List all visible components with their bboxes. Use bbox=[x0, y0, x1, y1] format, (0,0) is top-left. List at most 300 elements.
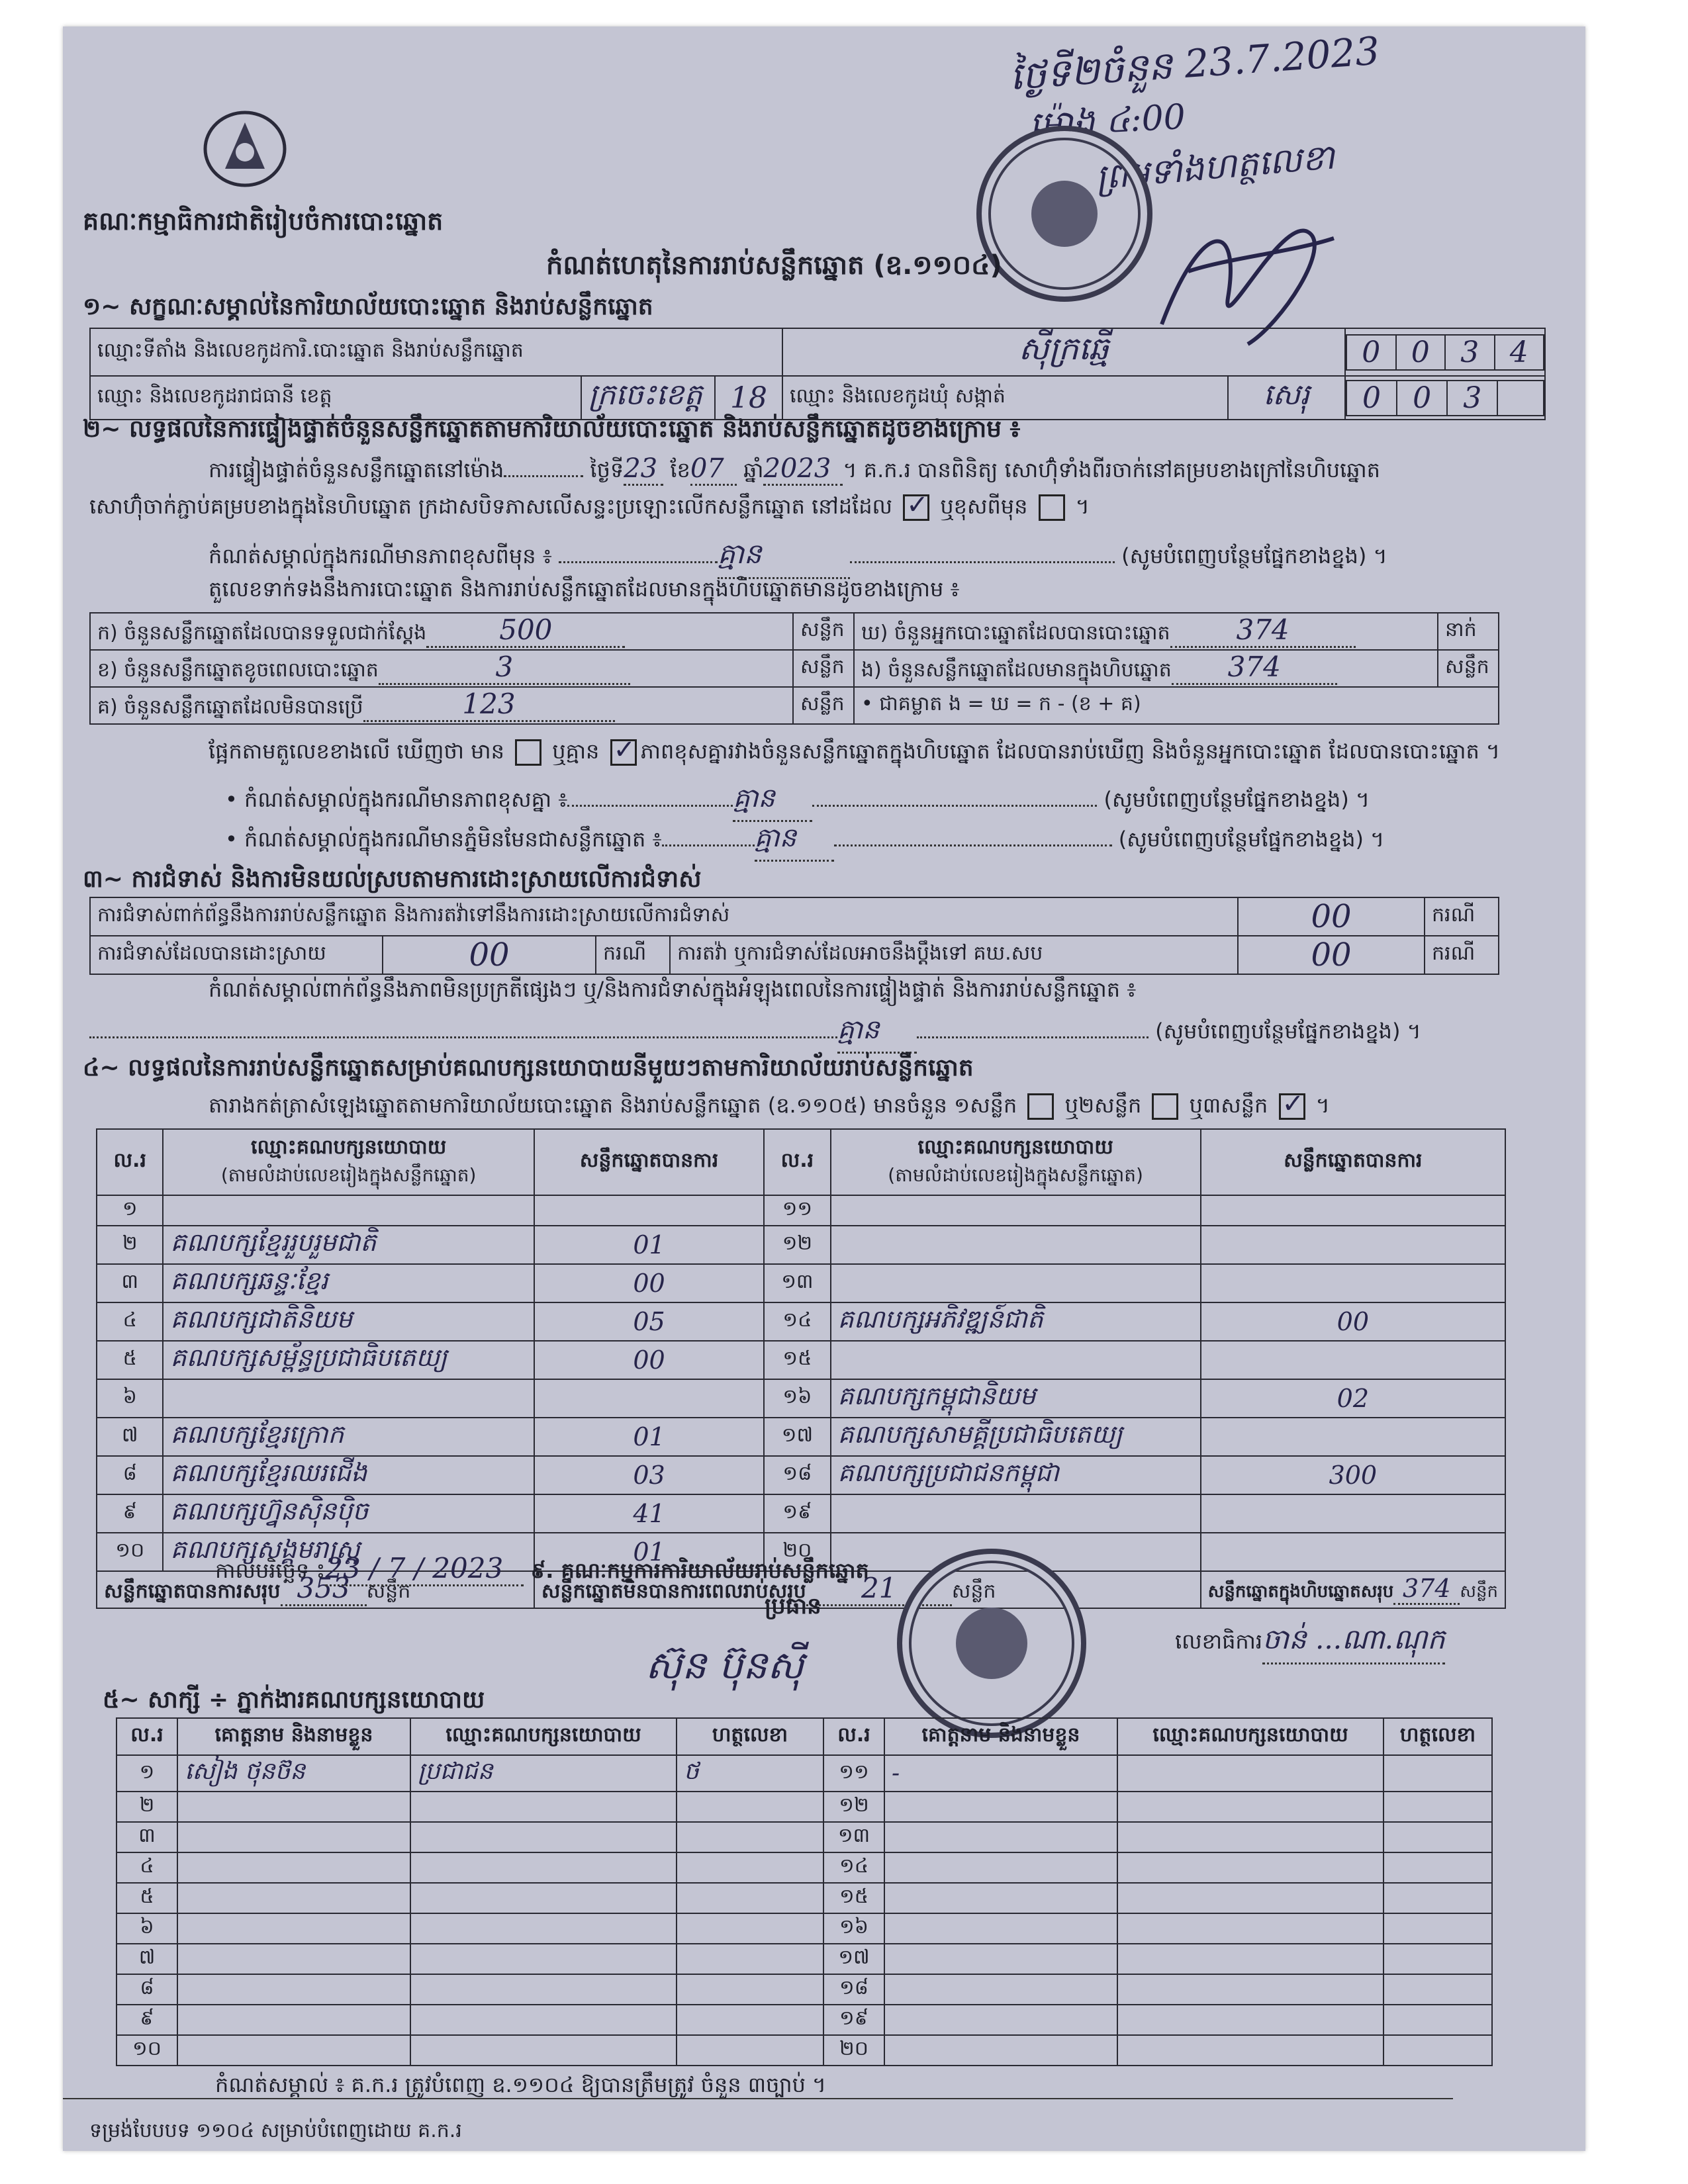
row-number: ១៧ bbox=[764, 1418, 830, 1456]
witness-no: ៥ bbox=[117, 1883, 177, 1913]
official-seal-bottom bbox=[897, 1549, 1086, 1738]
witness-party bbox=[1117, 1883, 1383, 1913]
witness-name bbox=[177, 1974, 410, 2005]
tally-sheets-line: តារាងកត់ត្រាសំឡេងឆ្នោតតាមការិយាល័យបោះឆ្នោត និងរាប់សន្លឹកឆ្នោត (ឧ.១១០៥) មានចំនួន ១សន្លឹក ឬ២សន្លឹក ឬ៣សន្លឹក ✓ ។ bbox=[209, 1092, 1330, 1123]
witness-no: ៨ bbox=[117, 1974, 177, 2005]
province-value: ក្រចេះខេត្ត bbox=[581, 376, 715, 420]
witness-sign bbox=[1383, 1913, 1492, 1944]
day-label: ថ្ងៃទី bbox=[590, 457, 624, 482]
witness-party bbox=[1117, 2005, 1383, 2035]
agency-name: គណៈកម្មាធិការជាតិរៀបចំការបោះឆ្នោត bbox=[83, 206, 444, 236]
section2-title: ២~ លទ្ធផលនៃការផ្ទៀងផ្ទាត់ចំនួនសន្លឹកឆ្នោតតាមការិយាល័យបោះឆ្នោត និងរាប់សន្លឹកឆ្នោតដូចខាងក្រោម ៖ bbox=[83, 416, 1021, 443]
spoiled-ballots-value: 3 bbox=[379, 651, 630, 685]
station-code-digit: 0 bbox=[1346, 335, 1396, 370]
valid-votes: 01 bbox=[534, 1418, 764, 1456]
unit-label: សន្លឹក bbox=[951, 1580, 996, 1603]
row-number: ៨ bbox=[97, 1456, 163, 1494]
witness-party bbox=[410, 1822, 677, 1852]
province-label: ឈ្មោះ និងលេខកូដរាជធានី ខេត្ត bbox=[90, 376, 581, 420]
witness-party bbox=[410, 1883, 677, 1913]
valid-votes: 00 bbox=[534, 1264, 764, 1302]
party-name: គណបក្សហ្វ៊ុនស៊ិនប៉ិច bbox=[163, 1494, 534, 1533]
witness-no: ១ bbox=[117, 1755, 177, 1792]
witness-name bbox=[884, 2035, 1117, 2066]
party-name bbox=[163, 1195, 534, 1226]
fill-back-hint: (សូមបំពេញបន្ថែមផ្នែកខាងខ្នង) ។ bbox=[1155, 1019, 1421, 1044]
station-code-digit: 4 bbox=[1495, 335, 1544, 370]
party-name: គណបក្សសាមគ្គីប្រជាធិបតេយ្យ bbox=[831, 1418, 1201, 1456]
party-name: គណបក្សសង្គមរាស្ត្រ bbox=[163, 1533, 534, 1571]
valid-votes: 300 bbox=[1201, 1456, 1505, 1494]
witness-party bbox=[410, 1913, 677, 1944]
unit-label: សន្លឹក bbox=[793, 687, 854, 724]
difference-compare-line bbox=[209, 738, 1500, 769]
col-party-header: ឈ្មោះគណបក្សនយោបាយ bbox=[251, 1135, 447, 1159]
valid-votes bbox=[1201, 1195, 1505, 1226]
fill-back-hint: (សូមបំពេញបន្ថែមផ្នែកខាងខ្នង) ។ bbox=[1103, 787, 1370, 812]
two-sheets-checkbox[interactable] bbox=[1152, 1093, 1178, 1120]
witness-party bbox=[410, 1974, 677, 2005]
valid-votes: 01 bbox=[534, 1226, 764, 1264]
resolved-complaints-value: 00 bbox=[383, 936, 596, 974]
three-sheets-checkbox[interactable] bbox=[1279, 1093, 1305, 1120]
valid-votes bbox=[1201, 1418, 1505, 1456]
table-row bbox=[97, 1195, 1505, 1226]
case-unit-label: ករណី bbox=[1425, 936, 1499, 974]
complaints-table bbox=[89, 897, 1499, 975]
chair-label: ប្រធាន bbox=[765, 1593, 821, 1619]
commune-label: ឈ្មោះ និងលេខកូដឃុំ សង្កាត់ bbox=[782, 376, 1228, 420]
party-name bbox=[831, 1494, 1201, 1533]
handwritten-time-note: ម៉ោង ៤:00 bbox=[1028, 97, 1187, 146]
witness-no: ១៣ bbox=[823, 1822, 884, 1852]
witness-sign bbox=[677, 2005, 823, 2035]
witness-no: ១៨ bbox=[823, 1974, 884, 2005]
commune-code-digit: 0 bbox=[1397, 381, 1447, 416]
no-difference-label: ឬគ្មាន bbox=[552, 739, 600, 764]
col-party-subheader: (តាមលំដាប់លេខរៀងក្នុងសន្លឹកឆ្នោត) bbox=[220, 1163, 477, 1186]
table-row bbox=[117, 1755, 1492, 1792]
witness-no: ៧ bbox=[117, 1944, 177, 1974]
witness-name bbox=[177, 1883, 410, 1913]
col-no-header: ល.រ bbox=[97, 1129, 163, 1195]
party-name bbox=[831, 1341, 1201, 1379]
valid-votes bbox=[1201, 1494, 1505, 1533]
unchanged-checkbox[interactable] bbox=[903, 494, 929, 521]
party-name bbox=[831, 1195, 1201, 1226]
section4-title: ៤~ លទ្ធផលនៃការរាប់សន្លឹកឆ្នោតសម្រាប់គណបក្សនយោបាយនីមួយៗតាមការិយាល័យរាប់សន្លឹកឆ្នោត bbox=[83, 1054, 974, 1081]
fill-back-hint: (សូមបំពេញបន្ថែមផ្នែកខាងខ្នង) ។ bbox=[1118, 827, 1385, 852]
col-party-header: ឈ្មោះគណបក្សនយោបាយ bbox=[917, 1135, 1113, 1159]
witness-party bbox=[1117, 1913, 1383, 1944]
witness-sign bbox=[1383, 1852, 1492, 1883]
section5-title: ៥~ សាក្សី ÷ ភ្នាក់ងារគណបក្សនយោបាយ bbox=[103, 1686, 485, 1713]
table-row bbox=[117, 1822, 1492, 1852]
row-number: ៦ bbox=[97, 1379, 163, 1418]
tally-sheets-text: តារាងកត់ត្រាសំឡេងឆ្នោតតាមការិយាល័យបោះឆ្នោត និងរាប់សន្លឹកឆ្នោត (ឧ.១១០៥) មានចំនួន ១សន្លឹក bbox=[209, 1093, 1017, 1118]
unit-label: សន្លឹក bbox=[1460, 1582, 1498, 1602]
valid-votes bbox=[534, 1379, 764, 1418]
appeal-complaints-value: 00 bbox=[1238, 936, 1425, 974]
witness-name bbox=[884, 1792, 1117, 1822]
table-row bbox=[97, 1418, 1505, 1456]
date-value: 23 / 7 / 2023 bbox=[325, 1552, 524, 1586]
changed-label: ឬខុសពីមុន bbox=[940, 494, 1028, 519]
valid-votes bbox=[1201, 1264, 1505, 1302]
year-label: ឆ្នាំ bbox=[743, 457, 764, 482]
table-row bbox=[117, 1974, 1492, 2005]
form-title: កំណត់ហេតុនៃការរាប់សន្លឹកឆ្នោត (ឧ.១១០៤) bbox=[546, 250, 1002, 281]
witness-name bbox=[177, 1913, 410, 1944]
row-number: ១៩ bbox=[764, 1494, 830, 1533]
party-name: គណបក្សឆន្ទៈខ្មែរ bbox=[163, 1264, 534, 1302]
witness-party bbox=[410, 1944, 677, 1974]
witness-party: ប្រជាជន bbox=[410, 1755, 677, 1792]
witness-name bbox=[177, 1822, 410, 1852]
witness-name bbox=[884, 1913, 1117, 1944]
one-sheet-checkbox[interactable] bbox=[1027, 1093, 1054, 1120]
witness-sign bbox=[1383, 1883, 1492, 1913]
witness-sign bbox=[677, 1852, 823, 1883]
witness-table bbox=[116, 1717, 1493, 2066]
valid-votes: 02 bbox=[1201, 1379, 1505, 1418]
col-sign-header: ហត្ថលេខា bbox=[1383, 1718, 1492, 1755]
witness-sign bbox=[1383, 2005, 1492, 2035]
station-name-label: ឈ្មោះទីតាំង និងលេខកូដការិ.បោះឆ្នោត និងរាប់សន្លឹកឆ្នោត bbox=[90, 328, 782, 376]
table-row bbox=[97, 1302, 1505, 1341]
witness-sign bbox=[1383, 1822, 1492, 1852]
secretary-label: លេខាធិការ bbox=[1175, 1629, 1263, 1654]
compare-text-start: ផ្អែកតាមតួលេខខាងលើ ឃើញថា មាន bbox=[209, 739, 504, 764]
table-row bbox=[117, 1913, 1492, 1944]
complaints-label: ការជំទាស់ពាក់ព័ន្ធនឹងការរាប់សន្លឹកឆ្នោត និងការតវ៉ាទៅនឹងការដោះស្រាយលើការជំទាស់ bbox=[90, 897, 1238, 936]
total-invalid-value: 21 bbox=[806, 1572, 952, 1606]
witness-party bbox=[410, 2005, 677, 2035]
compare-text-end: ភាពខុសគ្នារវាងចំនួនសន្លឹកឆ្នោតក្នុងហិបឆ្នោត ដែលបានរាប់ឃើញ និងចំនួនអ្នកបោះឆ្នោត ដែលបានបោះឆ្នោត ។ bbox=[640, 739, 1501, 764]
station-code-digit: 0 bbox=[1396, 335, 1446, 370]
year-value: 2023 bbox=[763, 453, 843, 486]
witness-name bbox=[884, 1944, 1117, 1974]
party-name: គណបក្សខ្មែររួបរួមជាតិ bbox=[163, 1226, 534, 1264]
foreign-object-note-label: • កំណត់សម្គាល់ក្នុងករណីមានភ្នំមិនមែនជាសន្លឹកឆ្នោត ៖ bbox=[225, 827, 662, 852]
witness-party bbox=[1117, 1974, 1383, 2005]
col-sign-header: ហត្ថលេខា bbox=[677, 1718, 823, 1755]
valid-votes: 01 bbox=[534, 1533, 764, 1571]
irregularities-note-line bbox=[89, 1013, 1421, 1054]
no-difference-checkbox[interactable] bbox=[610, 739, 637, 766]
party-name: គណបក្សខ្មែរឈរជើង bbox=[163, 1456, 534, 1494]
table-row bbox=[97, 1494, 1505, 1533]
voters-count-value: 374 bbox=[1170, 614, 1356, 648]
witness-name bbox=[177, 2035, 410, 2066]
row-number: ២០ bbox=[764, 1533, 830, 1571]
row-number: ៣ bbox=[97, 1264, 163, 1302]
witness-name bbox=[884, 1852, 1117, 1883]
case-unit-label: ករណី bbox=[596, 936, 670, 974]
official-seal-top bbox=[976, 126, 1152, 302]
committee-label: ៩. គណៈកម្មការការិយាល័យរាប់សន្លឹកឆ្នោត bbox=[530, 1558, 869, 1583]
difference-note-label: កំណត់សម្គាល់ក្នុងករណីមានភាពខុសពីមុន ៖ bbox=[209, 543, 552, 569]
table-row bbox=[97, 1456, 1505, 1494]
witness-party bbox=[1117, 1792, 1383, 1822]
witness-party bbox=[410, 1792, 677, 1822]
witness-no: ៤ bbox=[117, 1852, 177, 1883]
commune-code-digit: 0 bbox=[1346, 381, 1397, 416]
mismatch-note-line bbox=[225, 781, 1370, 822]
handwritten-date-note: ថ្ងៃទី២ចំនួន 23.7.2023 bbox=[1008, 28, 1382, 99]
verification-text-end: ។ គ.ក.រ បានពិនិត្យ សោហ៊ុំទាំងពីរចាក់នៅគម្របខាងក្រៅនៃហិបឆ្នោត bbox=[843, 457, 1380, 482]
valid-votes: 03 bbox=[534, 1456, 764, 1494]
witness-no: ១៤ bbox=[823, 1852, 884, 1883]
witness-sign bbox=[677, 1974, 823, 2005]
verification-paragraph-line1 bbox=[209, 453, 1380, 488]
valid-votes bbox=[534, 1195, 764, 1226]
party-name: គណបក្សជាតិនិយម bbox=[163, 1302, 534, 1341]
difference-note-value: គ្មាន bbox=[718, 536, 850, 579]
witness-party bbox=[1117, 1755, 1383, 1792]
row-number: ១៤ bbox=[764, 1302, 830, 1341]
witness-sign bbox=[1383, 1974, 1492, 2005]
table-row bbox=[117, 1944, 1492, 1974]
witness-name bbox=[177, 1792, 410, 1822]
party-name bbox=[831, 1226, 1201, 1264]
resolved-complaints-label: ការជំទាស់ដែលបានដោះស្រាយ bbox=[90, 936, 383, 974]
valid-votes: 05 bbox=[534, 1302, 764, 1341]
date-label: កាលបរិច្ឆេទ ៖ bbox=[215, 1558, 326, 1583]
witness-name bbox=[884, 1822, 1117, 1852]
witness-party bbox=[1117, 1852, 1383, 1883]
two-sheets-label: ឬ២សន្លឹក bbox=[1064, 1093, 1142, 1118]
unit-person-label: នាក់ bbox=[1438, 613, 1499, 650]
station-name-value: ស៊ីក្រឆ្មើ bbox=[782, 328, 1345, 376]
table-row bbox=[97, 1341, 1505, 1379]
witness-name bbox=[177, 2005, 410, 2035]
witness-sign bbox=[677, 1792, 823, 1822]
box-ballots-value: 374 bbox=[1172, 651, 1337, 685]
table-row bbox=[97, 1226, 1505, 1264]
witness-sign bbox=[1383, 2035, 1492, 2066]
province-code: 18 bbox=[715, 376, 782, 420]
witness-name bbox=[884, 1883, 1117, 1913]
has-difference-checkbox[interactable] bbox=[515, 739, 541, 766]
received-ballots-label: ក) ចំនួនសន្លឹកឆ្នោតដែលបានទទួលជាក់ស្តែង bbox=[97, 621, 427, 645]
copies-note: កំណត់សម្គាល់ ៖ គ.ក.រ ត្រូវបំពេញ ឧ.១១០៤ ឱ្យបានត្រឹមត្រូវ ចំនួន ៣ច្បាប់ ។ bbox=[215, 2072, 827, 2097]
document-page bbox=[63, 26, 1585, 2151]
row-number: ១ bbox=[97, 1195, 163, 1226]
col-no-header: ល.រ bbox=[764, 1129, 830, 1195]
unit-label: សន្លឹក bbox=[793, 613, 854, 650]
verification-text-start: ការផ្ទៀងផ្ទាត់ចំនួនសន្លឹកឆ្នោតនៅម៉ោង bbox=[209, 457, 504, 482]
witness-no: ១៥ bbox=[823, 1883, 884, 1913]
national-emblem-icon bbox=[199, 106, 291, 192]
party-name bbox=[831, 1264, 1201, 1302]
mismatch-note-label: • កំណត់សម្គាល់ក្នុងករណីមានភាពខុសគ្នា ៖ bbox=[225, 787, 568, 812]
witness-no: ១៦ bbox=[823, 1913, 884, 1944]
witness-no: ១៧ bbox=[823, 1944, 884, 1974]
valid-votes: 41 bbox=[534, 1494, 764, 1533]
witness-sign bbox=[677, 1822, 823, 1852]
table-row bbox=[97, 1379, 1505, 1418]
witness-no: ១១ bbox=[823, 1755, 884, 1792]
witness-no: ១២ bbox=[823, 1792, 884, 1822]
witness-sign bbox=[1383, 1755, 1492, 1792]
unit-label: សន្លឹក bbox=[366, 1580, 411, 1603]
secretary-signature: ចាន់ ...ណា.ណុក bbox=[1262, 1621, 1445, 1664]
received-ballots-value: 500 bbox=[426, 614, 625, 648]
station-code-digits bbox=[1346, 334, 1544, 371]
month-value: 07 bbox=[690, 453, 737, 486]
case-unit-label: ករណី bbox=[1425, 897, 1499, 936]
col-party-header: ឈ្មោះគណបក្សនយោបាយ bbox=[1117, 1718, 1383, 1755]
party-name: គណបក្សប្រជាជនកម្ពុជា bbox=[831, 1456, 1201, 1494]
commune-value: សេរុ bbox=[1228, 376, 1345, 420]
party-results-table bbox=[96, 1128, 1506, 1609]
counts-intro: តួលេខទាក់ទងនឹងការបោះឆ្នោត និងការរាប់សន្លឹកឆ្នោតដែលមានក្នុងហិបឆ្នោតមានដូចខាងក្រោម ៖ bbox=[209, 576, 960, 602]
total-box-value: 374 bbox=[1393, 1574, 1460, 1605]
verification-text-seal: សោហ៊ុំចាក់ភ្ជាប់គម្របខាងក្នុងនៃហិបឆ្នោត ក្រដាសបិទភាសលើសន្ទះប្រឡោះលើកសន្លឹកឆ្នោត នៅដដែល bbox=[89, 494, 892, 519]
table-row bbox=[117, 1852, 1492, 1883]
witness-party bbox=[1117, 2035, 1383, 2066]
col-party-subheader: (តាមលំដាប់លេខរៀងក្នុងសន្លឹកឆ្នោត) bbox=[888, 1163, 1143, 1186]
row-number: ២ bbox=[97, 1226, 163, 1264]
irregularities-note-label: កំណត់សម្គាល់ពាក់ព័ន្ធនឹងភាពមិនប្រក្រតីផ្សេងៗ ឬ/និងការជំទាស់ក្នុងអំឡុងពេលនៃការផ្ទៀងផ្ទាត់ និងការរាប់សន្លឹកឆ្នោត ៖ bbox=[209, 977, 1137, 1002]
witness-no: ១៩ bbox=[823, 2005, 884, 2035]
witness-sign bbox=[1383, 1944, 1492, 1974]
unit-label: សន្លឹក bbox=[793, 650, 854, 687]
count-date-line bbox=[215, 1552, 869, 1588]
witness-name bbox=[177, 1852, 410, 1883]
spoiled-ballots-label: ខ) ចំនួនសន្លឹកឆ្នោតខូចពេលបោះឆ្នោត bbox=[97, 659, 379, 682]
col-no-header: ល.រ bbox=[823, 1718, 884, 1755]
three-sheets-label: ឬ៣សន្លឹក bbox=[1189, 1093, 1268, 1118]
party-name: គណបក្សអភិវឌ្ឍន៍ជាតិ bbox=[831, 1302, 1201, 1341]
witness-no: ២ bbox=[117, 1792, 177, 1822]
month-label: ខែ bbox=[670, 457, 690, 482]
witness-sign bbox=[1383, 1792, 1492, 1822]
total-valid-value: 353 bbox=[281, 1572, 367, 1606]
ballot-counts-table bbox=[89, 612, 1499, 725]
table-row bbox=[97, 1264, 1505, 1302]
col-votes-header: សន្លឹកឆ្នោតបានការ bbox=[1201, 1129, 1505, 1195]
witness-no: ៣ bbox=[117, 1822, 177, 1852]
station-identification-table bbox=[89, 328, 1546, 420]
col-name-header: គោត្តនាម និងនាមខ្លួន bbox=[177, 1718, 410, 1755]
difference-note-line bbox=[209, 536, 1387, 579]
handwritten-sign-note: ព្រមទាំងហត្ថលេខា bbox=[1094, 137, 1336, 198]
row-number: ៩ bbox=[97, 1494, 163, 1533]
section1-title: ១~ សក្ខណៈសម្គាល់នៃការិយាល័យបោះឆ្នោត និងរាប់សន្លឹកឆ្នោត bbox=[83, 293, 653, 320]
foreign-object-note-value: គ្មាន bbox=[755, 821, 834, 862]
form-footer: ទម្រង់បែបបទ ១១០៤ សម្រាប់បំពេញដោយ គ.ក.រ bbox=[89, 2119, 462, 2142]
witness-no: ២០ bbox=[823, 2035, 884, 2066]
witness-no: ៩ bbox=[117, 2005, 177, 2035]
witness-name: សៀង ថុនថ៊ន bbox=[177, 1755, 410, 1792]
changed-checkbox[interactable] bbox=[1039, 494, 1065, 521]
box-ballots-label: ង) ចំនួនសន្លឹកឆ្នោតដែលមានក្នុងហិបឆ្នោត bbox=[861, 659, 1172, 682]
unused-ballots-label: គ) ចំនួនសន្លឹកឆ្នោតដែលមិនបានប្រើ bbox=[97, 696, 363, 719]
unused-ballots-value: 123 bbox=[363, 688, 615, 722]
total-valid-label: សន្លឹកឆ្នោតបានការសរុប bbox=[104, 1580, 281, 1603]
footer-divider bbox=[63, 2098, 1453, 2099]
row-number: ១៥ bbox=[764, 1341, 830, 1379]
valid-votes bbox=[1201, 1226, 1505, 1264]
mismatch-note-value: គ្មាន bbox=[733, 781, 812, 822]
chair-signature: ស៊ុន ប៊ុនសុី bbox=[645, 1643, 804, 1688]
witness-sign bbox=[677, 1883, 823, 1913]
witness-name bbox=[884, 1974, 1117, 2005]
witness-sign bbox=[677, 2035, 823, 2066]
commune-code-digit: 3 bbox=[1447, 381, 1497, 416]
fill-back-hint: (សូមបំពេញបន្ថែមផ្នែកខាងខ្នង) ។ bbox=[1121, 543, 1387, 569]
col-name-header: គោត្តនាម និងនាមខ្លួន bbox=[884, 1718, 1117, 1755]
col-no-header: ល.រ bbox=[117, 1718, 177, 1755]
total-invalid-label: សន្លឹកឆ្នោតមិនបានការពេលរាប់សរុប bbox=[541, 1580, 806, 1603]
col-party-header: ឈ្មោះគណបក្សនយោបាយ bbox=[410, 1718, 677, 1755]
table-row bbox=[117, 2005, 1492, 2035]
witness-name: - bbox=[884, 1755, 1117, 1792]
witness-party bbox=[1117, 1822, 1383, 1852]
witness-party bbox=[410, 2035, 677, 2066]
verification-paragraph-line2: សោហ៊ុំចាក់ភ្ជាប់គម្របខាងក្នុងនៃហិបឆ្នោត ក្រដាសបិទភាសលើសន្ទះប្រឡោះលើកសន្លឹកឆ្នោត នៅដដែល ✓ ឬខុសពីមុន ។ bbox=[89, 493, 1090, 524]
party-name: គណបក្សកម្ពុជានិយម bbox=[831, 1379, 1201, 1418]
table-row bbox=[117, 1792, 1492, 1822]
valid-votes bbox=[1201, 1533, 1505, 1571]
witness-party bbox=[410, 1852, 677, 1883]
row-number: ៧ bbox=[97, 1418, 163, 1456]
table-row bbox=[117, 2035, 1492, 2066]
witness-name bbox=[884, 2005, 1117, 2035]
valid-votes: 00 bbox=[1201, 1302, 1505, 1341]
col-votes-header: សន្លឹកឆ្នោតបានការ bbox=[534, 1129, 764, 1195]
party-name bbox=[163, 1379, 534, 1418]
table-row bbox=[117, 1883, 1492, 1913]
station-code-digit: 3 bbox=[1445, 335, 1495, 370]
party-name: គណបក្សខ្មែរក្រោក bbox=[163, 1418, 534, 1456]
commune-code-digits bbox=[1346, 380, 1544, 416]
difference-formula: • ជាគម្លាត ង = ឃ = ក - (ខ + គ) bbox=[854, 687, 1499, 724]
row-number: ១២ bbox=[764, 1226, 830, 1264]
witness-sign bbox=[677, 1913, 823, 1944]
witness-no: ៦ bbox=[117, 1913, 177, 1944]
secretary-line bbox=[1175, 1621, 1445, 1664]
day-value: 23 bbox=[624, 453, 663, 486]
row-number: ៤ bbox=[97, 1302, 163, 1341]
row-number: ១១ bbox=[764, 1195, 830, 1226]
row-number: ១៦ bbox=[764, 1379, 830, 1418]
foreign-object-note-line bbox=[225, 821, 1384, 862]
voters-count-label: ឃ) ចំនួនអ្នកបោះឆ្នោតដែលបានបោះឆ្នោត bbox=[861, 621, 1170, 645]
witness-sign bbox=[677, 1944, 823, 1974]
row-number: ៥ bbox=[97, 1341, 163, 1379]
witness-party bbox=[1117, 1944, 1383, 1974]
row-number: ១៣ bbox=[764, 1264, 830, 1302]
unit-label: សន្លឹក bbox=[1438, 650, 1499, 687]
commune-code-digit-empty bbox=[1497, 381, 1544, 416]
irregularities-note-value: គ្មាន bbox=[837, 1013, 917, 1054]
party-name: គណបក្សសម្ព័ន្ធប្រជាធិបតេយ្យ bbox=[163, 1341, 534, 1379]
valid-votes: 00 bbox=[534, 1341, 764, 1379]
row-number: ១៨ bbox=[764, 1456, 830, 1494]
witness-name bbox=[177, 1944, 410, 1974]
appeal-complaints-label: ការតវ៉ា ឬការជំទាស់ដែលអាចនឹងប្តឹងទៅ គឃ.សប bbox=[670, 936, 1238, 974]
witness-sign: ថ bbox=[677, 1755, 823, 1792]
total-box-label: សន្លឹកឆ្នោតក្នុងហិបឆ្នោតសរុប bbox=[1207, 1582, 1394, 1602]
section3-title: ៣~ ការជំទាស់ និងការមិនយល់ស្របតាមការដោះស្រាយលើការជំទាស់ bbox=[83, 866, 702, 893]
row-number: ១០ bbox=[97, 1533, 163, 1571]
witness-no: ១០ bbox=[117, 2035, 177, 2066]
valid-votes bbox=[1201, 1341, 1505, 1379]
complaints-value: 00 bbox=[1238, 897, 1425, 936]
